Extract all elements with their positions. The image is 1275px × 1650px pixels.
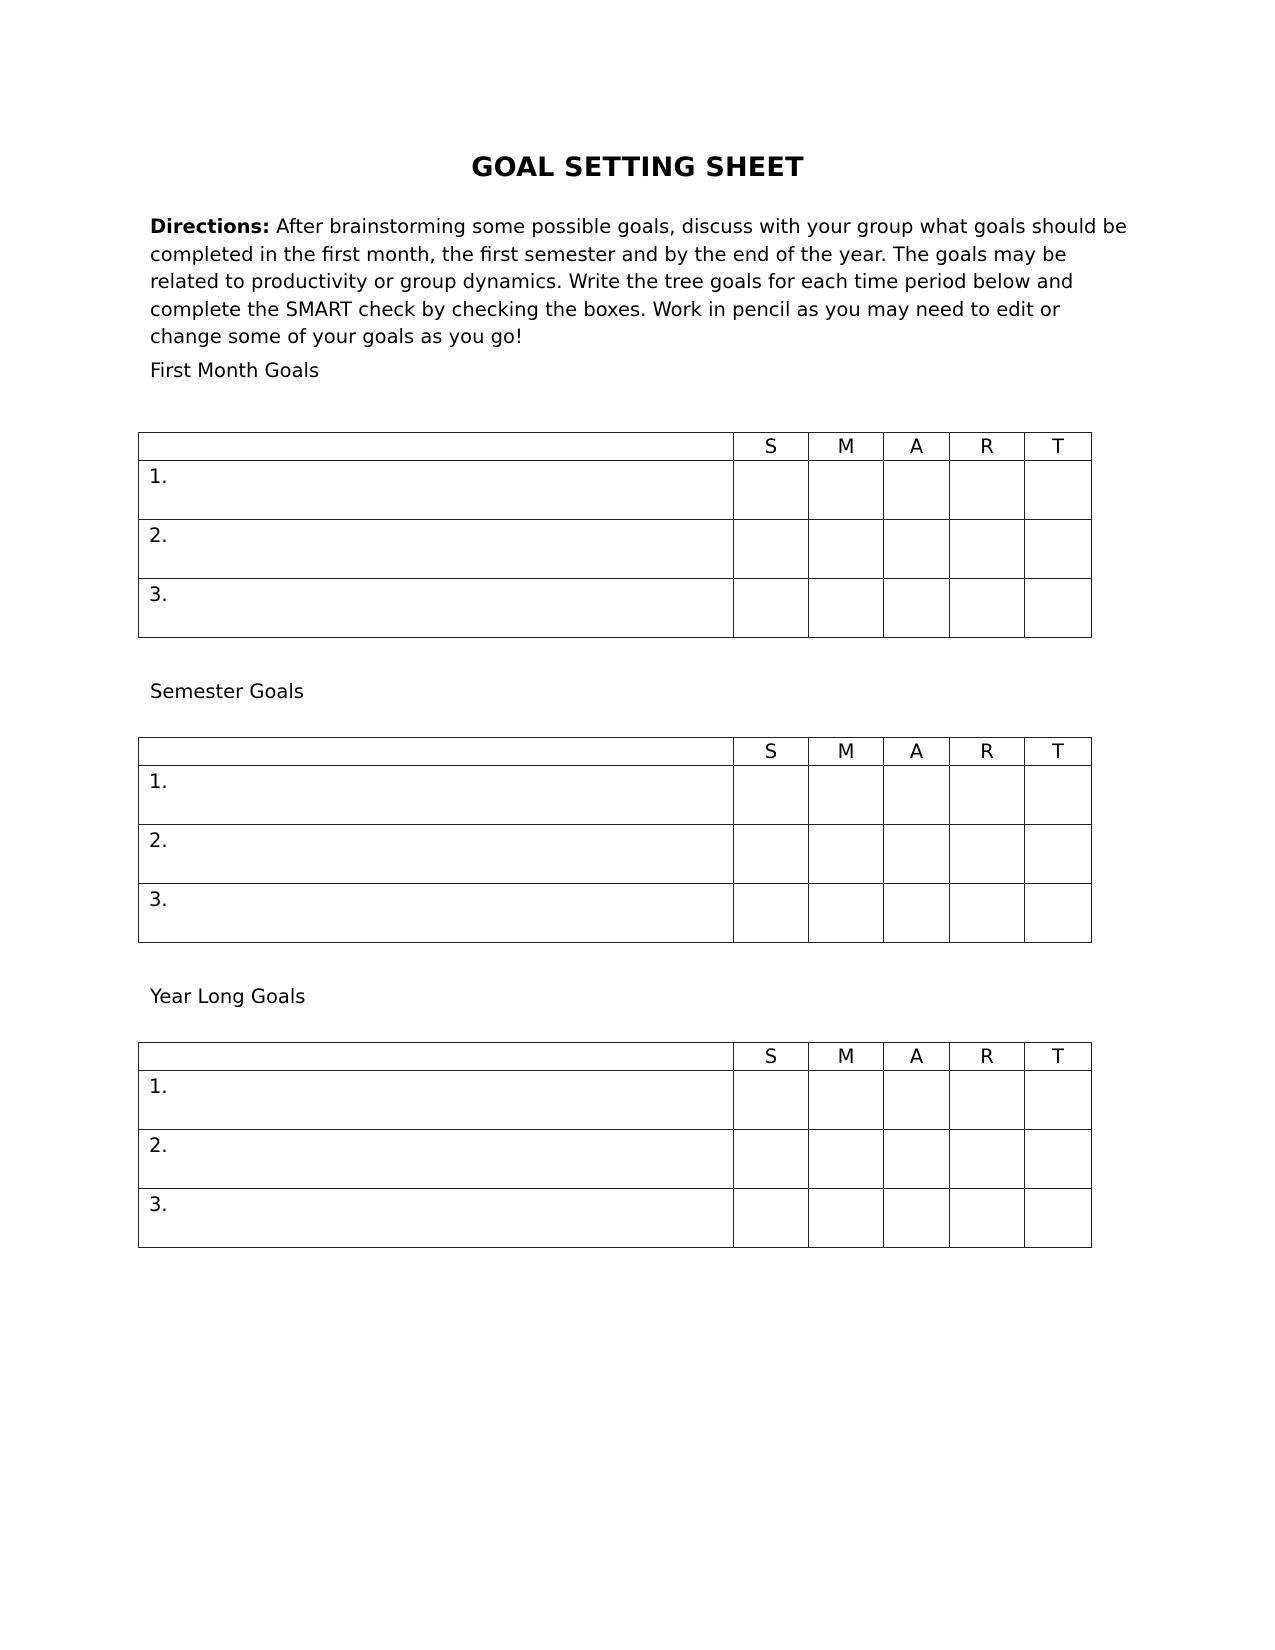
smart-check-s[interactable]: [734, 579, 809, 638]
smart-check-t[interactable]: [1025, 766, 1092, 825]
smart-header-r: R: [950, 1043, 1025, 1071]
smart-header-s: S: [734, 433, 809, 461]
smart-header-t: T: [1025, 738, 1092, 766]
smart-check-a[interactable]: [884, 520, 950, 579]
table-row: [139, 1071, 1092, 1130]
smart-check-r[interactable]: [950, 461, 1025, 520]
directions-text: After brainstorming some possible goals, discuss with your group what goals should be completed in the first month, the first semester and by the end of the year. The goals may be related to productivity or group dynamics. Write the tree goals for each time period below and complete the SMART check by checking the boxes. Work in pencil as you may need to edit or change some of your goals as you go!: [150, 215, 1127, 348]
smart-header-m: M: [809, 738, 884, 766]
smart-check-t[interactable]: [1025, 884, 1092, 943]
goal-entry-cell[interactable]: 3.: [139, 579, 734, 638]
smart-header-t: T: [1025, 433, 1092, 461]
smart-check-t[interactable]: [1025, 1130, 1092, 1189]
table-row: [139, 1130, 1092, 1189]
table-row: [139, 579, 1092, 638]
goal-entry-cell[interactable]: 3.: [139, 884, 734, 943]
section-heading-semester: Semester Goals: [150, 680, 304, 703]
smart-check-s[interactable]: [734, 461, 809, 520]
goal-entry-cell[interactable]: 2.: [139, 520, 734, 579]
smart-check-t[interactable]: [1025, 579, 1092, 638]
smart-header-a: A: [884, 738, 950, 766]
smart-check-a[interactable]: [884, 461, 950, 520]
smart-check-s[interactable]: [734, 1189, 809, 1248]
goal-entry-cell[interactable]: 1.: [139, 461, 734, 520]
smart-check-r[interactable]: [950, 1189, 1025, 1248]
goal-entry-cell[interactable]: 1.: [139, 1071, 734, 1130]
smart-check-a[interactable]: [884, 1130, 950, 1189]
smart-check-s[interactable]: [734, 520, 809, 579]
table-row: [139, 825, 1092, 884]
smart-check-r[interactable]: [950, 766, 1025, 825]
smart-check-r[interactable]: [950, 884, 1025, 943]
smart-check-a[interactable]: [884, 766, 950, 825]
smart-check-s[interactable]: [734, 1071, 809, 1130]
goal-header-cell: [139, 1043, 734, 1071]
directions-label: Directions:: [150, 215, 270, 238]
goal-entry-cell[interactable]: 1.: [139, 766, 734, 825]
smart-check-r[interactable]: [950, 1071, 1025, 1130]
smart-header-s: S: [734, 1043, 809, 1071]
smart-check-t[interactable]: [1025, 825, 1092, 884]
goal-entry-cell[interactable]: 2.: [139, 1130, 734, 1189]
page-title: GOAL SETTING SHEET: [471, 152, 804, 183]
smart-header-a: A: [884, 433, 950, 461]
smart-check-r[interactable]: [950, 520, 1025, 579]
table-row: [139, 520, 1092, 579]
smart-check-m[interactable]: [809, 884, 884, 943]
goal-table-semester: [138, 737, 1092, 943]
smart-check-s[interactable]: [734, 766, 809, 825]
smart-check-r[interactable]: [950, 579, 1025, 638]
table-header-row: [139, 1043, 1092, 1071]
smart-check-m[interactable]: [809, 1130, 884, 1189]
smart-header-t: T: [1025, 1043, 1092, 1071]
smart-check-a[interactable]: [884, 579, 950, 638]
table-header-row: [139, 738, 1092, 766]
goal-table-year-long: [138, 1042, 1092, 1248]
table-row: [139, 461, 1092, 520]
smart-check-m[interactable]: [809, 520, 884, 579]
smart-check-t[interactable]: [1025, 520, 1092, 579]
table-row: [139, 766, 1092, 825]
smart-check-t[interactable]: [1025, 1189, 1092, 1248]
smart-check-m[interactable]: [809, 579, 884, 638]
smart-check-r[interactable]: [950, 1130, 1025, 1189]
smart-header-a: A: [884, 1043, 950, 1071]
smart-check-s[interactable]: [734, 825, 809, 884]
smart-header-r: R: [950, 738, 1025, 766]
goal-header-cell: [139, 738, 734, 766]
table-row: [139, 884, 1092, 943]
smart-check-a[interactable]: [884, 825, 950, 884]
goal-table-first-month: [138, 432, 1092, 638]
goal-entry-cell[interactable]: 2.: [139, 825, 734, 884]
section-heading-year-long: Year Long Goals: [150, 985, 306, 1008]
section-heading-first-month: First Month Goals: [150, 359, 320, 382]
smart-check-m[interactable]: [809, 1071, 884, 1130]
smart-check-m[interactable]: [809, 1189, 884, 1248]
smart-check-m[interactable]: [809, 825, 884, 884]
smart-check-t[interactable]: [1025, 461, 1092, 520]
smart-check-r[interactable]: [950, 825, 1025, 884]
smart-check-a[interactable]: [884, 884, 950, 943]
smart-check-m[interactable]: [809, 461, 884, 520]
smart-check-m[interactable]: [809, 766, 884, 825]
smart-header-s: S: [734, 738, 809, 766]
smart-check-a[interactable]: [884, 1071, 950, 1130]
smart-header-r: R: [950, 433, 1025, 461]
smart-check-s[interactable]: [734, 1130, 809, 1189]
smart-check-t[interactable]: [1025, 1071, 1092, 1130]
smart-check-s[interactable]: [734, 884, 809, 943]
goal-header-cell: [139, 433, 734, 461]
smart-check-a[interactable]: [884, 1189, 950, 1248]
smart-header-m: M: [809, 433, 884, 461]
goal-entry-cell[interactable]: 3.: [139, 1189, 734, 1248]
directions-paragraph: [150, 213, 1135, 351]
table-row: [139, 1189, 1092, 1248]
smart-header-m: M: [809, 1043, 884, 1071]
table-header-row: [139, 433, 1092, 461]
